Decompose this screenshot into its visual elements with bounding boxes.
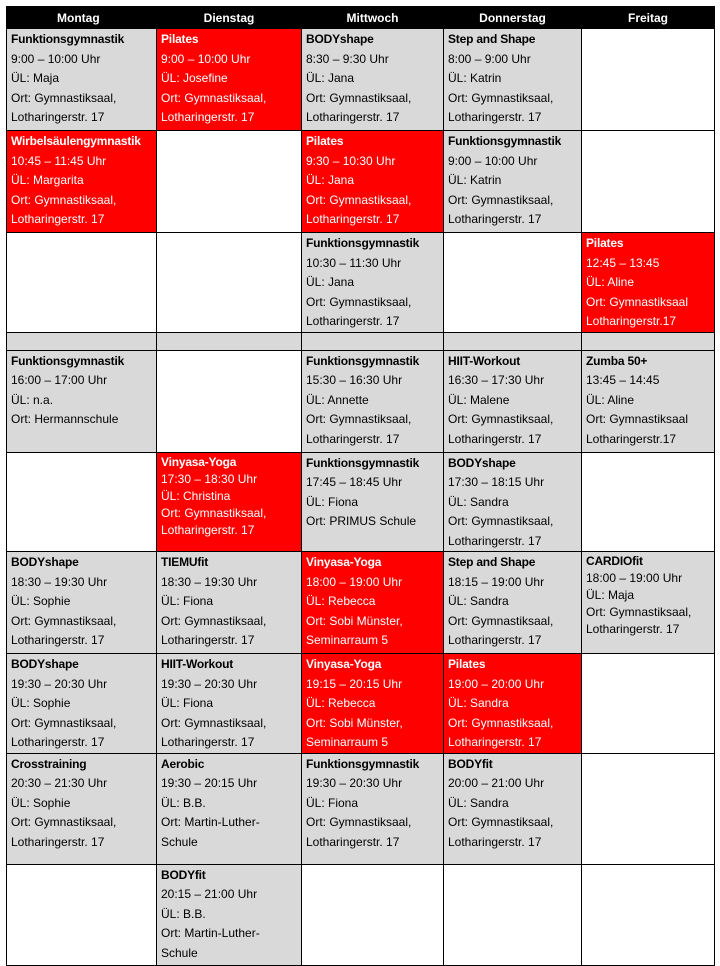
course-location-detail: Lotharingerstr. 17 [11,834,105,849]
course-instructor: ÜL: Sandra [448,494,509,509]
schedule-body [7,29,715,966]
course-block [157,453,301,539]
empty-cell-monday [7,233,157,333]
course-block [157,754,301,853]
course-block [302,552,443,651]
day-header-wednesday: Mittwoch [302,7,444,29]
course-location-detail: Lotharingerstr. 17 [448,533,542,548]
course-cell-monday [7,350,157,452]
course-instructor: ÜL: B.B. [161,795,206,810]
empty-cell-friday [582,452,715,552]
course-location: Ort: Gymnastiksaal, [161,613,267,628]
empty-cell-tuesday [157,350,302,452]
course-instructor: ÜL: Jana [306,71,355,85]
course-location: Ort: Gymnastiksaal, [586,605,692,619]
course-cell-thursday [444,452,582,552]
course-location: Ort: Gymnastiksaal, [448,815,554,829]
course-instructor: ÜL: Sophie [11,795,71,810]
course-block [7,29,156,128]
course-title: Vinyasa-Yoga [161,454,237,469]
course-title: Crosstraining [11,756,87,771]
course-location-detail: Lotharingerstr. 17 [161,633,255,647]
day-header-tuesday: Dienstag [157,7,302,29]
course-time: 15:30 – 16:30 Uhr [306,373,403,387]
course-location-detail: Schule [161,945,198,960]
course-title: Aerobic [161,756,205,771]
course-location-detail: Lotharingerstr. 17 [448,735,542,749]
time-slot-row [7,332,715,350]
course-time: 18:15 – 19:00 Uhr [448,574,545,589]
course-cell-wednesday [302,233,444,333]
course-location-detail: Lotharingerstr.17 [586,314,677,328]
course-title: Funktionsgymnastik [306,756,420,771]
course-block [302,131,443,230]
course-block [444,453,581,552]
day-header-monday: Montag [7,7,157,29]
course-location: Ort: Sobi Münster, [306,613,403,628]
course-cell-wednesday [302,131,444,233]
course-cell-monday [7,29,157,131]
course-time: 20:00 – 21:00 Uhr [448,776,545,790]
course-cell-wednesday [302,552,444,654]
course-title: Funktionsgymnastik [306,236,420,250]
course-location: Ort: Hermannschule [11,412,119,426]
course-location: Ort: Martin-Luther- [161,926,260,940]
course-cell-tuesday [157,753,302,864]
time-slot-row [7,552,715,654]
course-location: Ort: Gymnastiksaal, [448,412,554,426]
course-location-detail: Lotharingerstr. 17 [448,212,542,226]
course-location-detail: Lotharingerstr. 17 [161,110,255,124]
course-title: Step and Shape [448,555,536,569]
course-cell-thursday [444,552,582,654]
course-location-detail: Lotharingerstr. 17 [306,314,400,328]
course-block [302,29,443,128]
course-block [157,865,301,964]
time-slot-row [7,233,715,333]
course-instructor: ÜL: Sandra [448,795,509,810]
course-time: 19:30 – 20:30 Uhr [161,676,258,691]
course-block [157,29,301,128]
course-cell-tuesday [157,864,302,965]
course-instructor: ÜL: Christina [161,488,231,503]
empty-cell-friday [582,654,715,754]
course-location-detail: Lotharingerstr. 17 [11,212,105,226]
course-location-detail: Lotharingerstr. 17 [11,735,105,749]
course-instructor: ÜL: Maja [586,588,635,602]
course-cell-thursday [444,350,582,452]
course-title: Pilates [586,236,624,250]
empty-cell-wednesday [302,332,444,350]
course-cell-monday [7,552,157,654]
time-slot-row [7,131,715,233]
course-block [7,754,156,853]
course-cell-friday [582,233,715,333]
course-location: Ort: Gymnastiksaal, [306,192,412,207]
course-time: 17:45 – 18:45 Uhr [306,475,403,489]
course-instructor: ÜL: Fiona [161,594,214,608]
course-block [582,351,714,450]
day-header-friday: Freitag [582,7,715,29]
course-time: 16:00 – 17:00 Uhr [11,373,108,387]
course-cell-wednesday [302,654,444,754]
course-location: Ort: Gymnastiksaal, [11,90,117,105]
course-time: 18:30 – 19:30 Uhr [11,574,108,589]
course-instructor: ÜL: Margarita [11,173,84,187]
course-time: 20:30 – 21:30 Uhr [11,776,108,790]
course-location-detail: Lotharingerstr. 17 [306,834,400,849]
course-title: Pilates [448,657,486,671]
course-title: HIIT-Workout [448,353,521,368]
course-instructor: ÜL: Katrin [448,71,502,85]
course-time: 19:00 – 20:00 Uhr [448,676,545,691]
time-slot-row [7,864,715,965]
course-location: Ort: Gymnastiksaal, [161,715,267,730]
course-title: Pilates [161,32,199,46]
day-header-row [7,7,715,29]
course-time: 18:00 – 19:00 Uhr [586,571,683,585]
course-block [157,654,301,753]
course-time: 20:15 – 21:00 Uhr [161,887,258,901]
empty-cell-monday [7,452,157,552]
empty-cell-friday [582,864,715,965]
course-title: Funktionsgymnastik [11,32,125,46]
course-location: Ort: Gymnastiksaal, [448,514,554,528]
empty-cell-wednesday [302,864,444,965]
day-header-thursday: Donnerstag [444,7,582,29]
course-time: 9:00 – 10:00 Uhr [11,51,101,66]
course-block [444,131,581,230]
course-cell-wednesday [302,29,444,131]
course-location-detail: Lotharingerstr. 17 [306,212,400,226]
course-instructor: ÜL: Aline [586,275,635,289]
course-time: 13:45 – 14:45 [586,373,660,387]
empty-cell-monday [7,864,157,965]
course-location: Ort: Gymnastiksaal, [11,192,117,207]
course-location-detail: Lotharingerstr. 17 [306,110,400,124]
course-block [444,29,581,128]
course-location: Ort: Gymnastiksaal, [306,90,412,105]
course-location: Ort: Gymnastiksaal, [161,90,267,105]
course-title: TIEMUfit [161,555,209,569]
course-title: Pilates [306,134,344,148]
course-time: 8:30 – 9:30 Uhr [306,51,389,66]
course-location: Ort: Gymnastiksaal [586,294,689,309]
course-instructor: ÜL: Sandra [448,594,509,608]
course-block [7,654,156,753]
empty-cell-tuesday [157,233,302,333]
course-block [7,351,156,430]
course-time: 12:45 – 13:45 [586,255,660,270]
course-location-detail: Lotharingerstr. 17 [161,735,255,749]
course-title: BODYshape [11,657,79,671]
time-slot-row [7,29,715,131]
course-time: 10:30 – 11:30 Uhr [306,255,402,270]
course-cell-thursday [444,29,582,131]
course-location: Ort: Gymnastiksaal, [448,192,554,207]
course-cell-friday [582,552,715,654]
course-location-detail: Lotharingerstr. 17 [586,622,680,636]
course-cell-thursday [444,131,582,233]
course-instructor: ÜL: Sandra [448,696,509,710]
course-time: 17:30 – 18:30 Uhr [161,471,258,486]
course-title: Vinyasa-Yoga [306,555,382,569]
course-instructor: ÜL: Rebecca [306,594,376,608]
course-title: Funktionsgymnastik [11,353,125,368]
empty-cell-friday [582,332,715,350]
course-location-detail: Seminarraum 5 [306,735,389,749]
course-cell-wednesday [302,753,444,864]
course-location: Ort: Gymnastiksaal [586,412,689,426]
course-title: Zumba 50+ [586,353,648,368]
empty-cell-friday [582,131,715,233]
course-location: Ort: PRIMUS Schule [306,514,417,528]
course-location-detail: Lotharingerstr. 17 [306,431,400,446]
empty-cell-friday [582,29,715,131]
course-location-detail: Lotharingerstr.17 [586,431,677,446]
empty-cell-tuesday [157,131,302,233]
course-title: Vinyasa-Yoga [306,657,382,671]
course-instructor: ÜL: Fiona [306,494,359,509]
course-time: 19:15 – 20:15 Uhr [306,676,403,691]
course-block [444,754,581,853]
course-time: 8:00 – 9:00 Uhr [448,51,531,66]
course-location-detail: Lotharingerstr. 17 [448,834,542,849]
empty-cell-thursday [444,233,582,333]
course-cell-monday [7,131,157,233]
course-instructor: ÜL: Josefine [161,71,228,85]
course-title: BODYfit [161,867,206,882]
course-location-detail: Lotharingerstr. 17 [11,633,105,647]
course-block [302,654,443,753]
course-time: 17:30 – 18:15 Uhr [448,475,545,489]
time-slot-row [7,452,715,552]
course-instructor: ÜL: B.B. [161,906,206,921]
course-location-detail: Seminarraum 5 [306,633,389,647]
course-instructor: ÜL: Fiona [161,696,214,710]
course-time: 9:00 – 10:00 Uhr [161,51,251,66]
course-instructor: ÜL: Aline [586,392,635,407]
course-time: 19:30 – 20:15 Uhr [161,776,258,790]
course-cell-thursday [444,753,582,864]
course-time: 19:30 – 20:30 Uhr [306,776,403,790]
course-cell-wednesday [302,452,444,552]
course-cell-tuesday [157,29,302,131]
course-cell-monday [7,654,157,754]
course-block [444,552,581,651]
time-slot-row [7,753,715,864]
course-time: 9:00 – 10:00 Uhr [448,153,538,168]
course-location-detail: Schule [161,834,198,849]
course-title: Funktionsgymnastik [306,455,420,470]
course-location: Ort: Sobi Münster, [306,715,403,730]
course-location-detail: Lotharingerstr. 17 [161,522,255,537]
course-title: BODYshape [11,555,79,569]
empty-cell-friday [582,753,715,864]
course-instructor: ÜL: Annette [306,392,369,407]
time-slot-row [7,350,715,452]
course-location: Ort: Gymnastiksaal, [306,815,412,829]
course-instructor: ÜL: Katrin [448,173,502,187]
course-cell-friday [582,350,715,452]
course-location: Ort: Gymnastiksaal, [161,505,267,520]
course-location: Ort: Gymnastiksaal, [11,613,117,628]
course-time: 18:30 – 19:30 Uhr [161,574,258,589]
time-slot-row [7,654,715,754]
course-block [302,453,443,532]
course-location-detail: Lotharingerstr. 17 [448,633,542,647]
course-location: Ort: Gymnastiksaal, [11,715,117,730]
course-time: 19:30 – 20:30 Uhr [11,676,108,691]
course-instructor: ÜL: Malene [448,392,510,407]
empty-cell-thursday [444,864,582,965]
course-block [582,552,714,638]
course-location: Ort: Martin-Luther- [161,815,260,829]
course-title: Funktionsgymnastik [306,353,420,368]
course-location: Ort: Gymnastiksaal, [306,412,412,426]
course-instructor: ÜL: Sophie [11,594,71,608]
course-title: Wirbelsäulengymnastik [11,134,141,148]
course-location: Ort: Gymnastiksaal, [448,715,554,730]
course-cell-wednesday [302,350,444,452]
course-instructor: ÜL: Maja [11,71,60,85]
course-cell-tuesday [157,654,302,754]
course-block [582,233,714,332]
course-location-detail: Lotharingerstr. 17 [448,431,542,446]
course-block [157,552,301,651]
empty-cell-monday [7,332,157,350]
course-location: Ort: Gymnastiksaal, [448,90,554,105]
course-instructor: ÜL: Rebecca [306,696,376,710]
course-title: BODYshape [448,455,516,470]
course-time: 18:00 – 19:00 Uhr [306,574,403,589]
course-block [302,754,443,853]
course-cell-tuesday [157,552,302,654]
course-location-detail: Lotharingerstr. 17 [448,110,542,124]
course-location: Ort: Gymnastiksaal, [448,613,554,628]
course-instructor: ÜL: n.a. [11,392,54,407]
course-instructor: ÜL: Jana [306,275,355,289]
course-location: Ort: Gymnastiksaal, [11,815,117,829]
course-title: Funktionsgymnastik [448,134,562,148]
course-block [7,131,156,230]
course-time: 9:30 – 10:30 Uhr [306,153,396,168]
course-title: BODYfit [448,756,493,771]
course-instructor: ÜL: Fiona [306,795,359,810]
course-instructor: ÜL: Jana [306,173,355,187]
course-title: BODYshape [306,32,374,46]
course-location: Ort: Gymnastiksaal, [306,294,412,309]
course-instructor: ÜL: Sophie [11,696,71,710]
course-block [444,351,581,450]
course-title: HIIT-Workout [161,657,234,671]
course-block [7,552,156,651]
course-time: 16:30 – 17:30 Uhr [448,373,545,387]
course-cell-thursday [444,654,582,754]
course-time: 10:45 – 11:45 Uhr [11,153,107,168]
course-cell-tuesday [157,452,302,552]
course-block [302,351,443,450]
course-title: Step and Shape [448,32,536,46]
course-block [444,654,581,753]
course-cell-monday [7,753,157,864]
course-location-detail: Lotharingerstr. 17 [11,110,105,124]
course-schedule-table [6,6,715,966]
empty-cell-thursday [444,332,582,350]
empty-cell-tuesday [157,332,302,350]
course-title: CARDIOfit [586,554,643,568]
course-block [302,233,443,332]
